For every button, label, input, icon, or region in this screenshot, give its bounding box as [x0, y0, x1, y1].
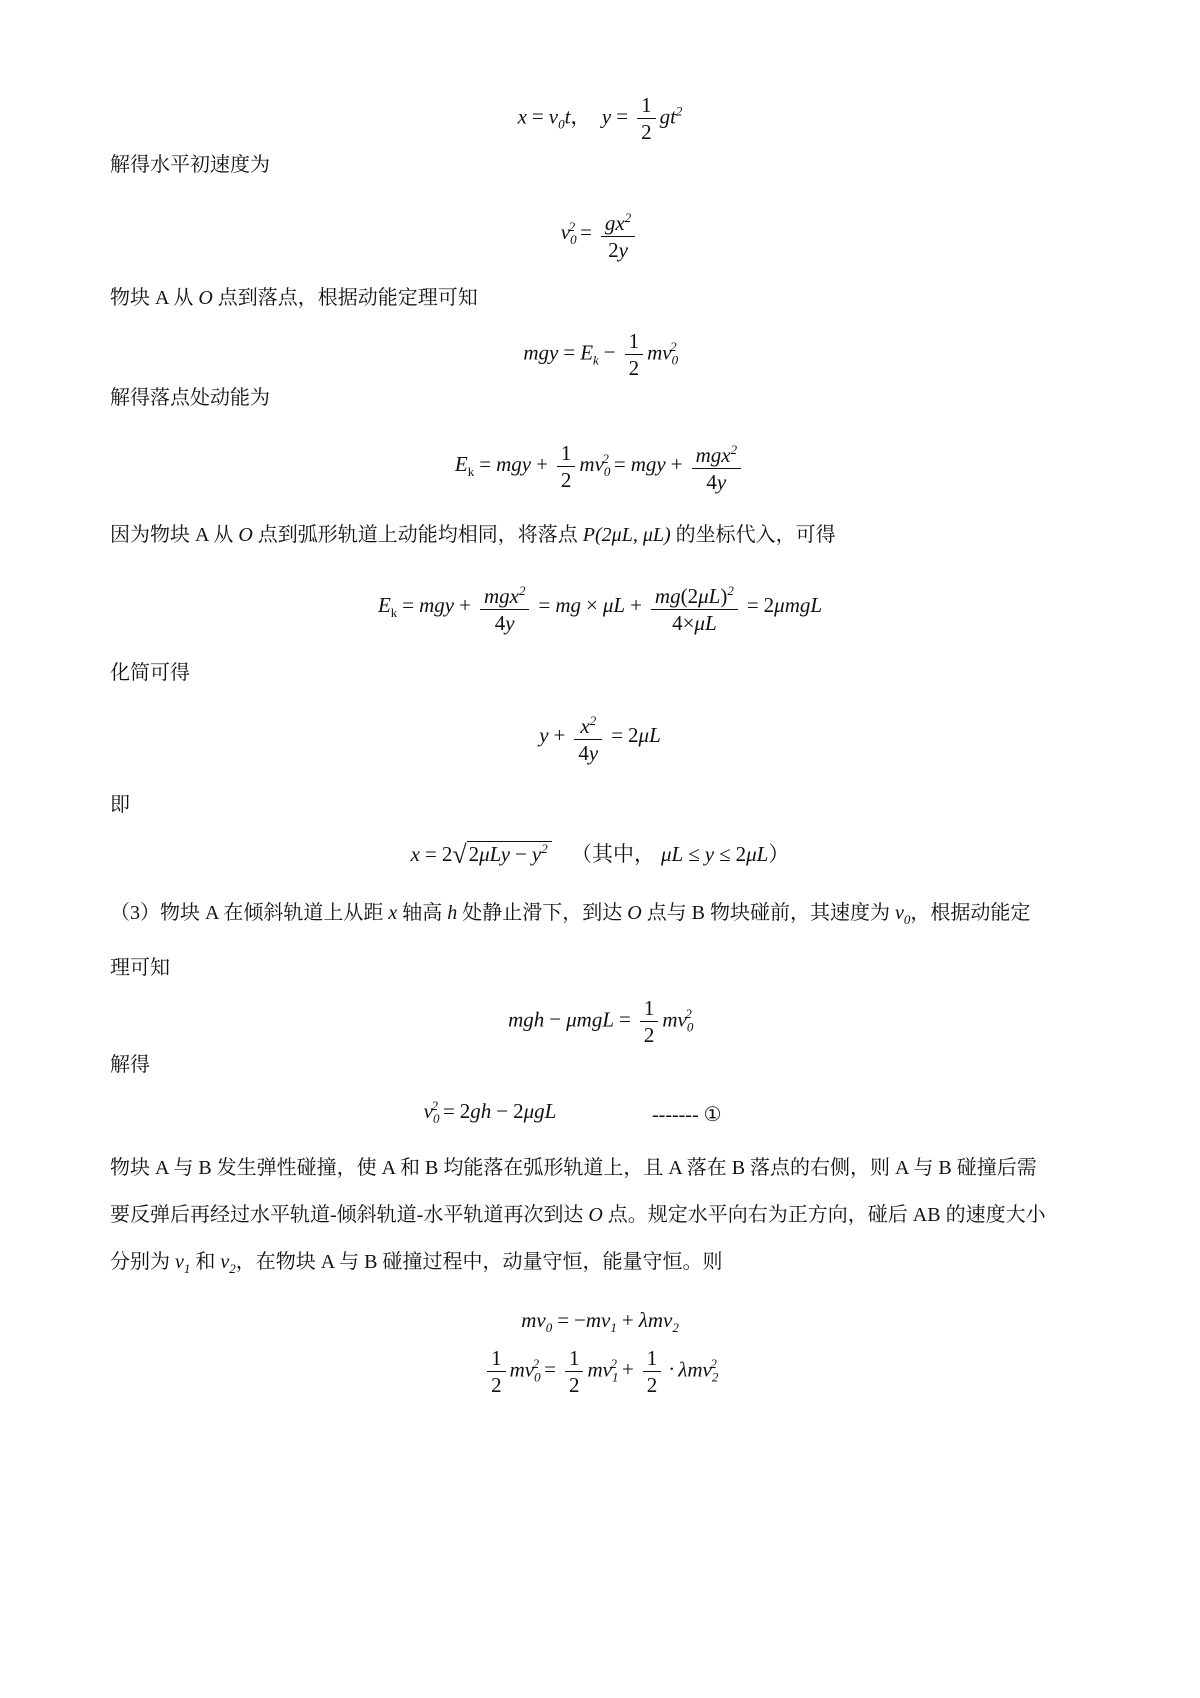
- text-line: 解得水平初速度为: [110, 154, 270, 176]
- text-line: 即: [110, 794, 130, 816]
- text-line: 化简可得: [110, 662, 190, 684]
- text-line: 物块 A 与 B 发生弹性碰撞，使 A 和 B 均能落在弧形轨道上，且 A 落在 B 落点的右侧，则 A 与 B 碰撞后需: [110, 1157, 1037, 1179]
- text-line: 物块 A 从 O 点到落点，根据动能定理可知: [110, 287, 478, 309]
- text-line: 要反弹后再经过水平轨道-倾斜轨道-水平轨道再次到达 O 点。规定水平向右为正方向，碰后 AB 的速度大小: [110, 1204, 1046, 1226]
- equation-simplified: y + $\frac{x^2}{4y}$ = 2μL: [0, 708, 1200, 766]
- equation-substitution: $E_k$ = mgy + $\frac{mgx^2}{4y}$ = mg × μL + $\frac{mg(2\mu L)^2}{4\times\mu L}$ = 2μmgL: [0, 578, 1200, 636]
- equation-energy-theorem: mgy = $E_k$ − $\frac{1}{2}$ $mv_0^2$: [523, 329, 679, 380]
- text-line: 分别为 $v_1$ 和 $v_2$，在物块 A 与 B 碰撞过程中，动量守恒，能量守恒。则: [110, 1251, 723, 1276]
- text-line: 解得落点处动能为: [110, 387, 270, 409]
- equation-momentum: $mv_0 = -mv_1 + \lambda mv_2$: [521, 1308, 679, 1336]
- equation-v0-result: $v_0^2 = 2gh - 2\mu gL$: [423, 1098, 557, 1127]
- text-line: 解得: [110, 1054, 150, 1076]
- equation-number: ------- ①: [652, 1104, 722, 1126]
- equation-v0-squared: $v_0^2$ = $\frac{gx^2}{2y}$: [0, 205, 1200, 263]
- text-line: 理可知: [110, 957, 170, 979]
- equation-energy-conservation: $\frac{1}{2}$ $mv_0^2$ = $\frac{1}{2}$ $mv_1^2$ + $\frac{1}{2}$ · λmv$_2^2$: [0, 1345, 1200, 1398]
- equation-trajectory: $x = 2√2\mu Ly - y^2$ （其中， μL ≤ y ≤ 2μL）: [410, 840, 790, 869]
- text-line: （3）物块 A 在倾斜轨道上从距 x 轴高 h 处静止滑下，到达 O 点与 B 物块碰前，其速度为 $v_0$，根据动能定: [110, 902, 1031, 927]
- equation-incline: mgh − μmgL = $\frac{1}{2}$ $mv_0^2$: [508, 996, 694, 1047]
- text-line: 因为物块 A 从 O 点到弧形轨道上动能均相同，将落点 P(2μL, μL) 的坐标代入，可得: [110, 524, 836, 546]
- equation-projectile: $x = v_0t$， y = $\frac{1}{2}$ $gt^2$: [517, 93, 683, 144]
- equation-kinetic-energy: $E_k$ = mgy + $\frac{1}{2}$ $mv_0^2$ = mgy + $\frac{mgx^2}{4y}$: [0, 437, 1200, 495]
